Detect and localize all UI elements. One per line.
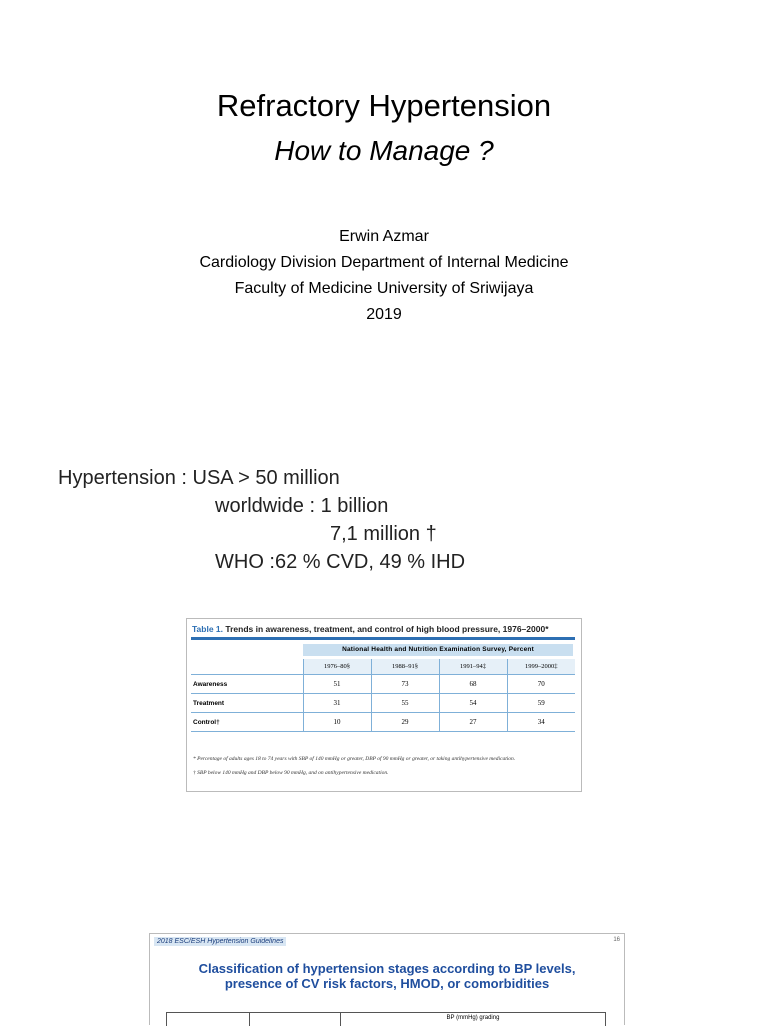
table-cell: 68 <box>439 675 507 694</box>
table-header-row <box>191 659 575 675</box>
trends-table-figure <box>186 618 582 792</box>
table-label: Table 1. <box>192 624 224 634</box>
table-row <box>191 675 575 694</box>
slide-source-badge: 2018 ESC/ESH Hypertension Guidelines <box>154 937 286 946</box>
table-cell: 55 <box>371 694 439 713</box>
author-block <box>0 224 768 328</box>
table-cell: 54 <box>439 694 507 713</box>
table-cell: 70 <box>507 675 575 694</box>
table-super-header: National Health and Nutrition Examination Survey, Percent <box>303 644 573 656</box>
slide-title-line: presence of CV risk factors, HMOD, or comorbidities <box>224 976 550 991</box>
slide-number: 16 <box>613 937 620 943</box>
trends-table <box>191 659 575 732</box>
slide-table-header: BP (mmHg) grading <box>446 1015 500 1021</box>
table-caption <box>192 624 549 634</box>
table-cell: 10 <box>303 713 371 732</box>
document-title: Refractory Hypertension <box>216 88 552 123</box>
slide-title <box>150 961 624 991</box>
stats-line-deaths: 7,1 million † <box>330 523 437 545</box>
table-divider <box>249 1013 250 1026</box>
table-row <box>191 713 575 732</box>
table-footnote: * Percentage of adults ages 18 to 74 years with SBP of 140 mmHg or greater, DBP of 90 mmHg or greater, or taking antihypertensive medication. <box>193 756 516 762</box>
table-cell: 51 <box>303 675 371 694</box>
author-year: 2019 <box>366 306 402 323</box>
table-row-label: Awareness <box>191 675 303 694</box>
table-cell: 59 <box>507 694 575 713</box>
hypertension-stats <box>58 464 465 576</box>
table-footnote: † SBP below 140 mmHg and DBP below 90 mmHg, and on antihypertensive medication. <box>193 770 389 776</box>
stats-line-who: WHO :62 % CVD, 49 % IHD <box>215 551 466 573</box>
document-subtitle: How to Manage ? <box>274 135 494 166</box>
author-faculty: Faculty of Medicine University of Sriwijaya <box>234 280 534 297</box>
table-top-rule <box>191 637 575 640</box>
table-cell: 29 <box>371 713 439 732</box>
table-col-header: 1999–2000‡ <box>507 659 575 675</box>
table-row-label: Treatment <box>191 694 303 713</box>
table-caption-text: Trends in awareness, treatment, and control of high blood pressure, 1976–2000* <box>225 624 549 634</box>
table-footnotes <box>193 755 573 783</box>
author-division: Cardiology Division Department of Internal Medicine <box>199 254 569 271</box>
guidelines-slide-preview <box>149 933 625 1025</box>
table-cell: 34 <box>507 713 575 732</box>
stats-line-usa: Hypertension : USA > 50 million <box>58 467 340 489</box>
table-row <box>191 694 575 713</box>
slide-title-line: Classification of hypertension stages according to BP levels, <box>198 961 576 976</box>
table-col-header: 1976–80§ <box>303 659 371 675</box>
table-col-header: 1988–91§ <box>371 659 439 675</box>
table-row-label: Control† <box>191 713 303 732</box>
table-cell: 73 <box>371 675 439 694</box>
stats-line-worldwide: worldwide : 1 billion <box>215 495 389 517</box>
table-cell: 31 <box>303 694 371 713</box>
table-cell: 27 <box>439 713 507 732</box>
table-col-header: 1991–94‡ <box>439 659 507 675</box>
author-name: Erwin Azmar <box>339 228 429 245</box>
